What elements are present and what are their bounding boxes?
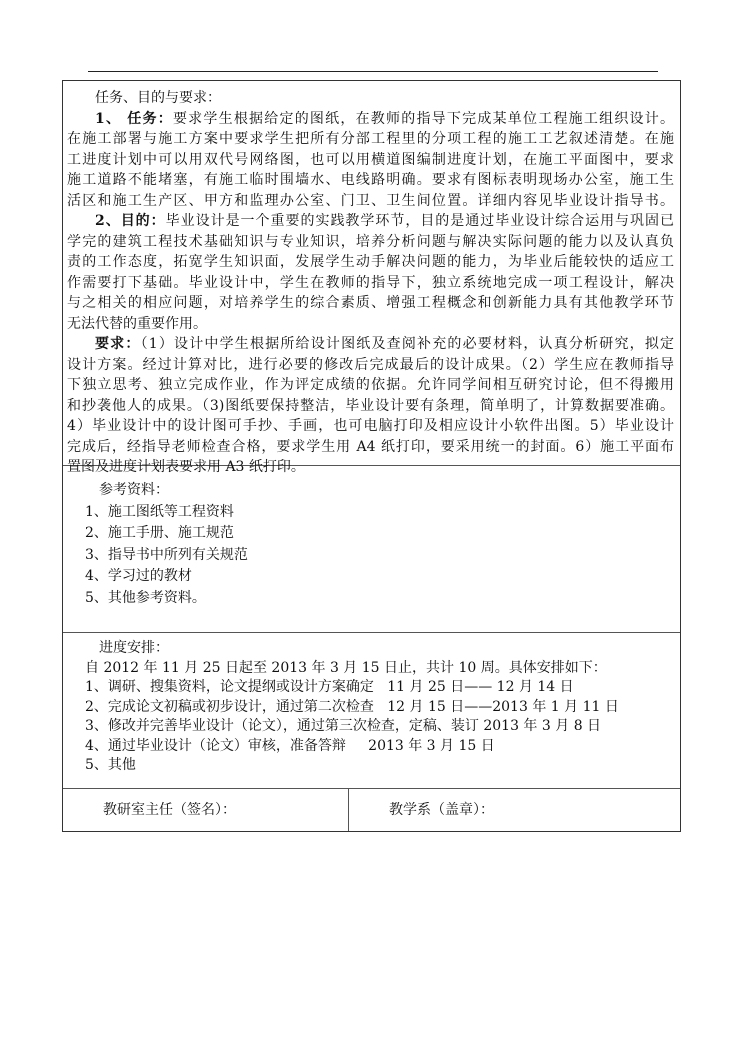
purpose-line: 无法代替的重要作用。 (67, 315, 207, 332)
requirements-line: 4）毕业设计中的设计图可手抄、手画，也可电脑打印及相应设计小软件出图。5）毕业设计 (67, 418, 674, 434)
reference-item: 1、施工图纸等工程资料 (85, 503, 234, 520)
schedule-section (63, 633, 680, 789)
purpose-line: 学完的建筑工程技术基础知识与专业知识，培养分析问题与解决实际问题的能力以及认真负 (67, 233, 674, 250)
task-line: 施工道路不能堵塞，有施工临时围墙水、电线路明确。要求有图标表明现场办公室，施工生 (67, 172, 674, 188)
requirements-line: 和抄袭他人的成果。（3)图纸要保持整洁，毕业设计要有条理，简单明了，计算数据要准确。 (67, 397, 674, 414)
purpose-label: 2、目的： (95, 213, 166, 229)
purpose-line: 与之相关的相应问题，对培养学生的综合素质、增强工程概念和创新能力具有其他教学环节 (67, 295, 674, 311)
reference-item: 3、指导书中所列有关规范 (85, 546, 248, 563)
task-line: 工进度计划中可以用双代号网络图，也可以用横道图编制进度计划，在施工平面图中，要求 (67, 151, 674, 168)
task-line: 活区和施工生产区、甲方和监理办公室、门卫、卫生间位置。详细内容见毕业设计指导书。 (67, 192, 674, 209)
assignment-table (62, 80, 681, 832)
purpose-line: 责的工作态度，拓宽学生知识面，发展学生动手解决问题的能力，为毕业后能较快的适应工 (67, 254, 674, 270)
schedule-heading: 进度安排： (99, 640, 169, 656)
requirements-text: （1）设计中学生根据所给设计图纸及查阅补充的必要材料，认真分析研究，拟定 (140, 336, 675, 352)
schedule-intro: 自 2012 年 11 月 25 日起至 2013 年 3 月 15 日止，共计 10 周。具体安排如下： (85, 659, 607, 676)
director-signature-field: 教研室主任（签名）： (63, 789, 349, 831)
schedule-item: 5、其他 (85, 757, 136, 773)
task-text: 要求学生根据给定的图纸，在教师的指导下完成某单位工程施工组织设计。 (172, 110, 674, 127)
requirements-line: 设计方案。经过计算对比，进行必要的修改后完成最后的设计成果。（2）学生应在教师指导 (67, 356, 674, 373)
schedule-item: 3、修改并完善毕业设计（论文），通过第三次检查，定稿、装订 2013 年 3 月 8 日 (85, 718, 602, 734)
requirements-line: 置图及进度计划表要求用 A3 纸打印。 (67, 459, 305, 475)
reference-item: 2、施工手册、施工规范 (85, 525, 234, 541)
requirements-line: 完成后，经指导老师检查合格，要求学生用 A4 纸打印，要采用统一的封面。6）施工平面布 (67, 438, 674, 455)
header-rule (88, 71, 658, 72)
section-heading: 任务、目的与要求： (95, 90, 221, 106)
signature-row (63, 789, 680, 831)
task-purpose-requirements-section (63, 81, 680, 475)
task-paragraph-first (63, 109, 680, 130)
schedule-item: 2、完成论文初稿或初步设计，通过第二次检查 12 月 15 日——2013 年 1 月 11 日 (85, 698, 619, 715)
task-label: 1、 任务： (95, 110, 173, 127)
purpose-paragraph-first (63, 211, 680, 232)
purpose-line: 作需要打下基础。毕业设计中，学生在教师的指导下，独立系统地完成一项工程设计，解决 (67, 274, 674, 291)
schedule-item: 4、通过毕业设计（论文）审核，准备答辩 2013 年 3 月 15 日 (85, 737, 495, 754)
references-section (63, 466, 680, 633)
requirements-paragraph-first (63, 334, 680, 355)
references-heading: 参考资料： (99, 482, 169, 498)
requirements-line: 下独立思考、独立完成作业，作为评定成绩的依据。允许同学间相互研究讨论，但不得搬用 (67, 377, 674, 393)
requirements-label: 要求： (95, 336, 141, 352)
department-seal-field: 教学系（盖章）： (389, 802, 494, 818)
task-line: 在施工部署与施工方案中要求学生把所有分部工程里的分项工程的施工工艺叙述清楚。在施 (67, 131, 674, 147)
reference-item: 4、学习过的教材 (85, 568, 192, 584)
reference-item: 5、其他参考资料。 (85, 589, 206, 606)
purpose-text: 毕业设计是一个重要的实践教学环节，目的是通过毕业设计综合运用与巩固已 (165, 213, 675, 229)
schedule-item: 1、调研、搜集资料，论文提纲或设计方案确定 11 月 25 日—— 12 月 14 日 (85, 679, 574, 695)
